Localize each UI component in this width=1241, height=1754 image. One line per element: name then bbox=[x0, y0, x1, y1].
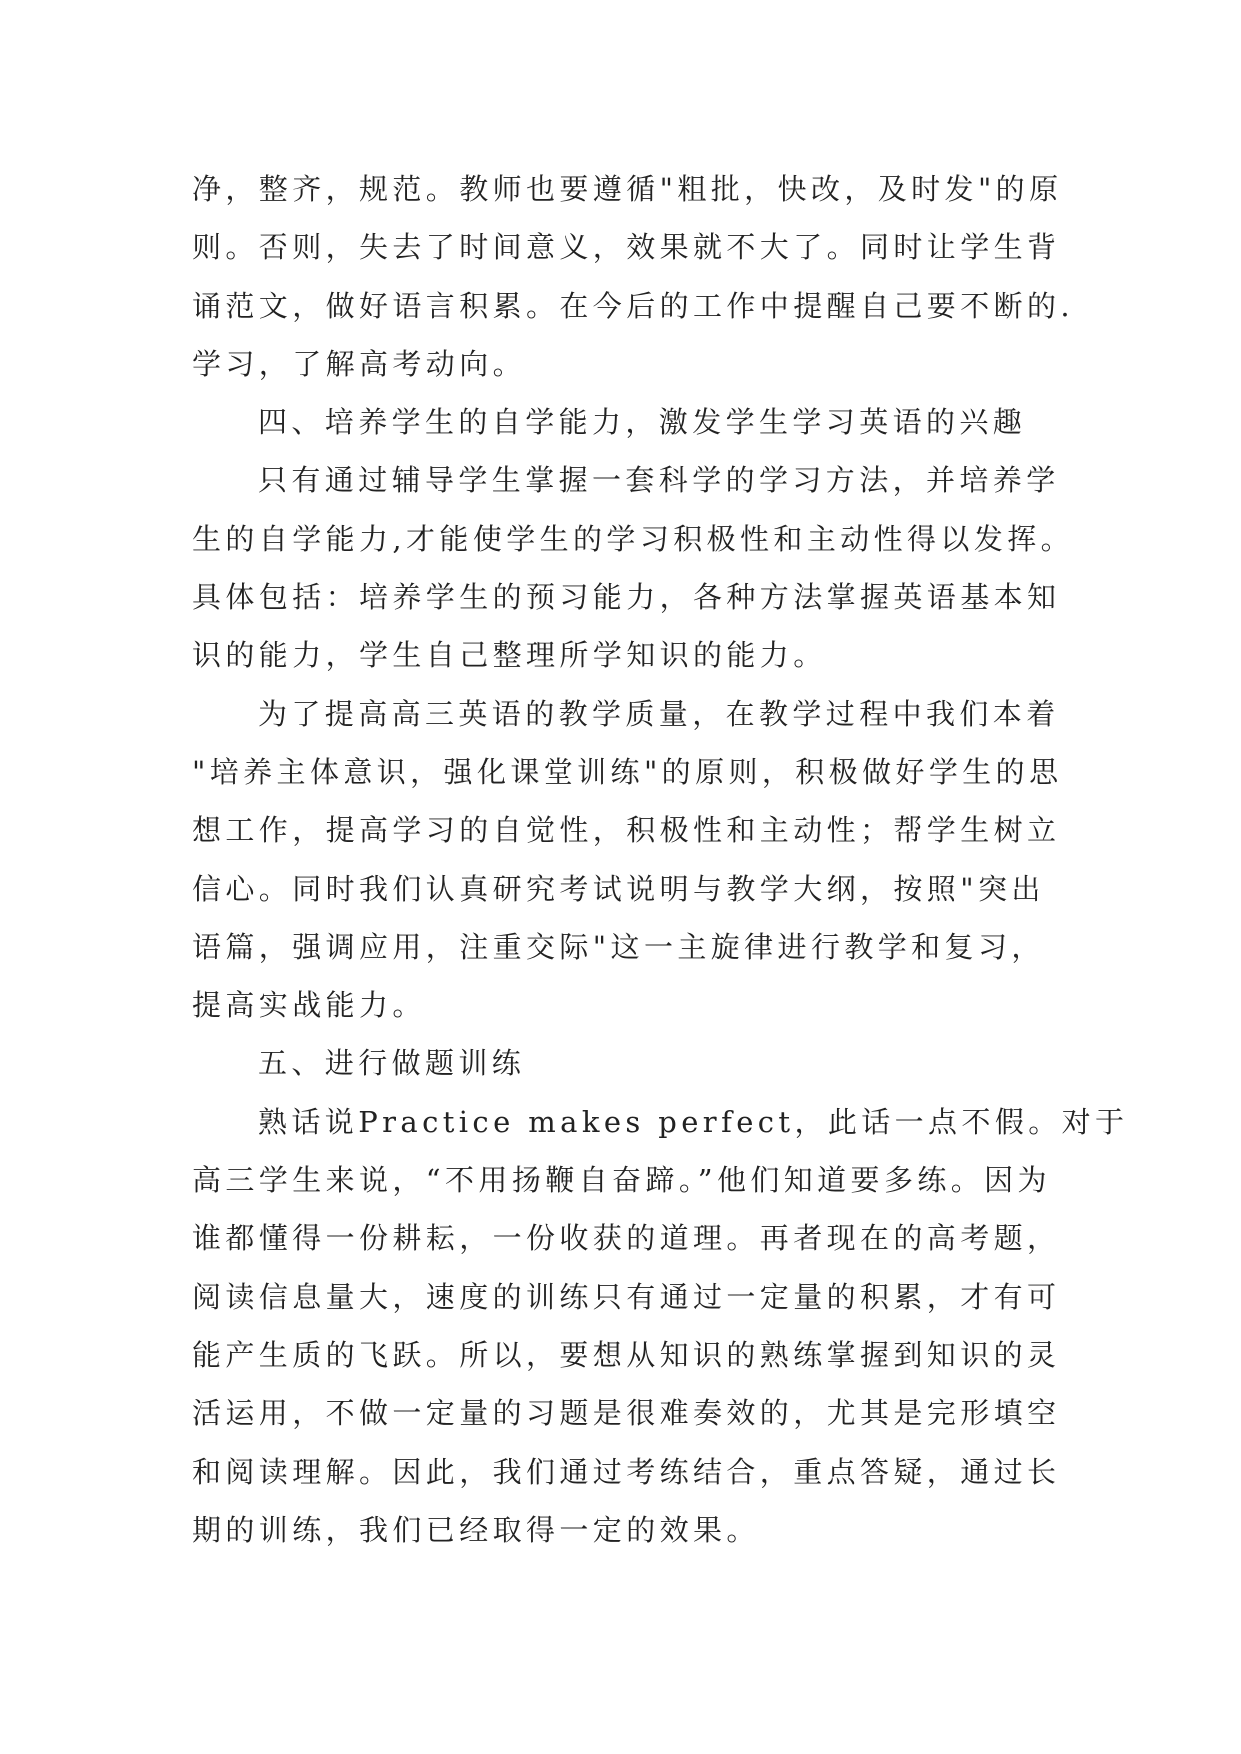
text-line: 学习，了解高考动向。 bbox=[192, 346, 527, 381]
text-line: 想工作，提高学习的自觉性，积极性和主动性；帮学生树立 bbox=[192, 813, 1061, 848]
text-line: 具体包括：培养学生的预习能力，各种方法掌握英语基本知 bbox=[192, 580, 1061, 615]
text-line: 语篇，强调应用，注重交际"这一主旋律进行教学和复习， bbox=[192, 929, 1045, 964]
text-line: 能产生质的飞跃。所以，要想从知识的熟练掌握到知识的灵 bbox=[192, 1337, 1061, 1372]
text-line: 只有通过辅导学生掌握一套科学的学习方法，并培养学 bbox=[258, 463, 1060, 498]
text-line: 识的能力，学生自己整理所学知识的能力。 bbox=[192, 638, 827, 673]
text-line: 生的自学能力,才能使学生的学习积极性和主动性得以发挥。 bbox=[192, 521, 1075, 556]
text-line: 活运用，不做一定量的习题是很难奏效的，尤其是完形填空 bbox=[192, 1396, 1061, 1431]
text-line: 则。否则，失去了时间意义，效果就不大了。同时让学生背 bbox=[192, 230, 1061, 265]
text-line: 谁都懂得一份耕耘，一份收获的道理。再者现在的高考题， bbox=[192, 1221, 1061, 1256]
text-line: 为了提高高三英语的教学质量，在教学过程中我们本着 bbox=[258, 696, 1060, 731]
text-line: 信心。同时我们认真研究考试说明与教学大纲，按照"突出 bbox=[192, 871, 1045, 906]
text-line: 五、进行做题训练 bbox=[258, 1046, 526, 1081]
text-line: 诵范文，做好语言积累。在今后的工作中提醒自己要不断的. bbox=[192, 288, 1075, 323]
text-line: 熟话说Practice makes perfect，此话一点不假。对于 bbox=[258, 1104, 1129, 1139]
text-line: 四、培养学生的自学能力，激发学生学习英语的兴趣 bbox=[258, 405, 1027, 440]
text-line: 和阅读理解。因此，我们通过考练结合，重点答疑，通过长 bbox=[192, 1454, 1061, 1489]
text-line: "培养主体意识，强化课堂训练"的原则，积极做好学生的思 bbox=[192, 754, 1063, 789]
text-line: 阅读信息量大，速度的训练只有通过一定量的积累，才有可 bbox=[192, 1279, 1061, 1314]
text-line: 净，整齐，规范。教师也要遵循"粗批，快改，及时发"的原 bbox=[192, 172, 1063, 206]
text-line: 提高实战能力。 bbox=[192, 988, 426, 1023]
text-line: 期的训练，我们已经取得一定的效果。 bbox=[192, 1512, 760, 1547]
text-line: 高三学生来说，“不用扬鞭自奋蹄。”他们知道要多练。因为 bbox=[192, 1163, 1051, 1198]
document-body bbox=[192, 160, 1129, 1559]
